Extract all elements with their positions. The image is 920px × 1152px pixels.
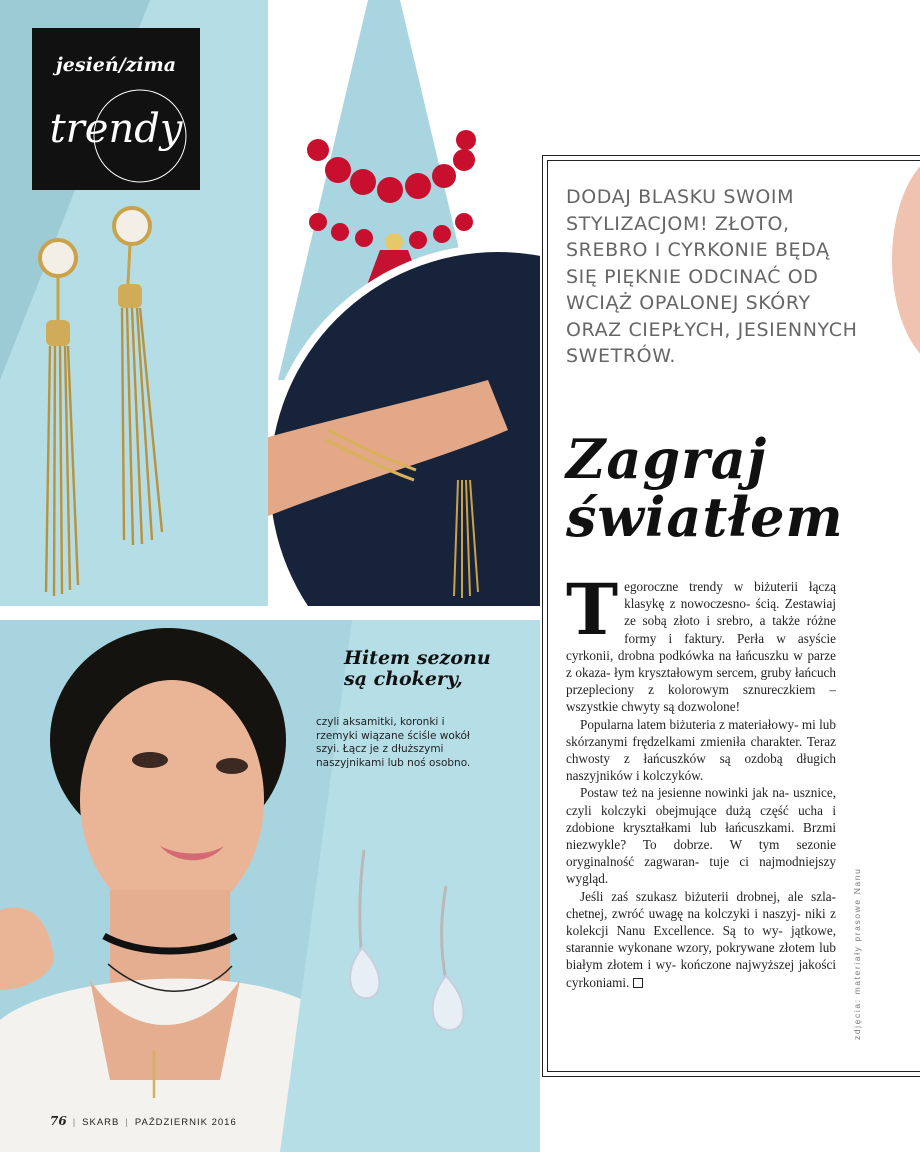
page-footer [50, 1114, 237, 1128]
body-paragraph-3: Postaw też na jesienne nowinki jak na- usznice, czyli kolczyki obejmujące dużą część ucha i zdobione kryształkami lub łańcuszkami. Brzmi niezwykle? To dobrze. W tym sezonie oryginalność zagwaran- tuje ci najmodniejszy wygląd. [566, 785, 836, 887]
photo-red-bracelet-and-arm [268, 0, 540, 606]
badge-title: trendy [49, 106, 183, 152]
lead-paragraph: DODAJ BLASKU SWOIM STYLIZACJOM! ZŁOTO, SREBRO I CYRKONIE BĘDĄ SIĘ PIĘKNIE ODCINAĆ OD WCIĄŻ OPALONEJ SKÓRY ORAZ CIEPŁYCH, JESIENNYCH SWETRÓW. [566, 186, 858, 367]
drop-cap: T [566, 568, 619, 651]
choker-caption-heading: Hitem sezonu są chokery, [344, 647, 491, 690]
photo-credit: zdjęcia: materiały prasowe Nanu [852, 867, 862, 1040]
badge-season: jesień/zima [55, 54, 177, 76]
issue-date: PAŹDZIERNIK 2016 [134, 1117, 237, 1128]
choker-caption-text: czyli aksamitki, koronki i rzemyki wiązane ściśle wokół szyi. Łącz je z dłuższymi naszyjnikami lub noś osobno. [316, 716, 471, 769]
end-mark-icon [633, 978, 643, 988]
body-paragraph-1: Tegoroczne trendy w biżuterii łączą klasykę z nowoczesno- ścią. Zestawiaj ze sobą złoto i srebro, a także różne formy i faktury. Perła w asyście cyrkonii, drobna podkówka na łańcuszku w parze z okaza- łym kryształowym sercem, gruby łańcuch przepleciony z kolorowym sznureczkiem – wszystkie chwyty są dozwolone! [566, 568, 836, 715]
article-body [566, 568, 836, 991]
page-number: 76 [50, 1114, 67, 1128]
footer-separator: | [125, 1117, 129, 1128]
headline-line-2: światłem [566, 485, 844, 549]
photo-model-with-choker [0, 620, 540, 1152]
article-headline [566, 427, 896, 549]
headline-line-1: Zagraj [566, 427, 768, 491]
body-paragraph-4: Jeśli zaś szukasz biżuterii drobnej, ale szla- chetnej, zwróć uwagę na kolczyki i naszyj- niki z kolekcji Nanu Excellence. Są to wy- jątkowe, starannie wykonane wzory, pokrywane złotem lub białym złotem i wy- kończone najwyższej jakości cyrkoniami. [566, 888, 836, 990]
body-paragraph-2: Popularna latem biżuteria z materiałowy- mi lub skórzanymi frędzelkami zmieniła charakter. Teraz chwosty z łańcuszków są ozdobą długich naszyjników i kolczyków. [566, 716, 836, 784]
footer-separator: | [72, 1117, 77, 1128]
section-badge [32, 28, 200, 190]
magazine-name: SKARB [82, 1117, 120, 1128]
